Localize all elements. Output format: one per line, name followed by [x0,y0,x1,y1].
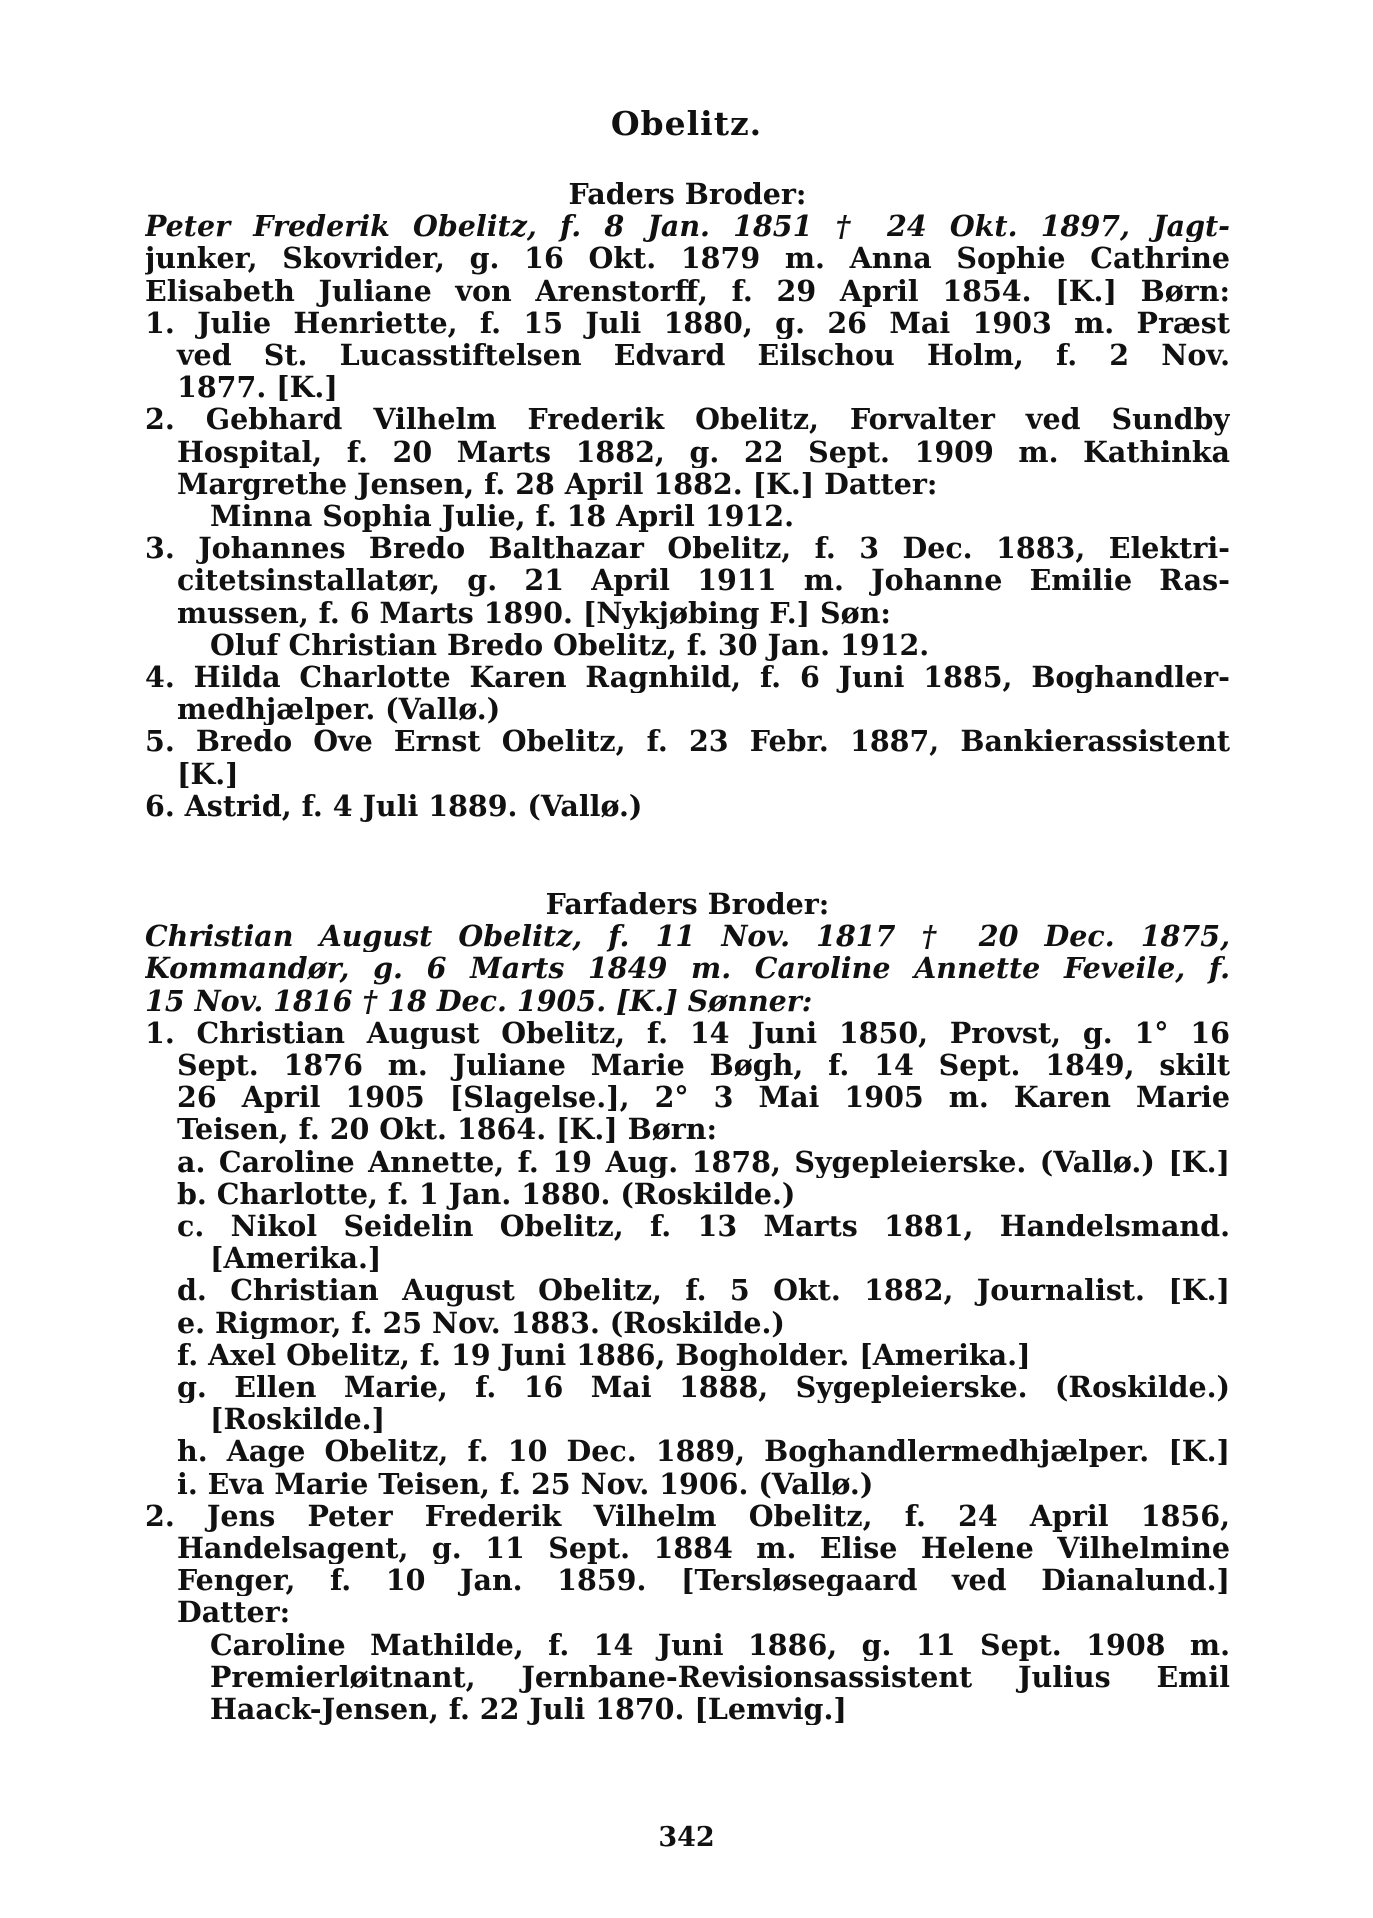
section-farfaders-broder [145,888,1230,1725]
text-line: citetsinstallatør, g. 21 April 1911 m. Johanne Emilie Ras- [177,564,1230,597]
text-line: Handelsagent, g. 11 Sept. 1884 m. Elise Helene Vilhelmine [177,1532,1230,1565]
section-heading: Faders Broder: [568,178,807,211]
text-line: f. Axel Obelitz, f. 19 Juni 1886, Bogholder. [Amerika.] [177,1338,1031,1372]
page-number: 342 [658,1822,715,1853]
text-line: [Roskilde.] [210,1403,386,1436]
text-line: mussen, f. 6 Marts 1890. [Nykjøbing F.] Søn: [177,596,891,629]
text-line: i. Eva Marie Teisen, f. 25 Nov. 1906. (Vallø.) [177,1467,874,1500]
text-line: 6. Astrid, f. 4 Juli 1889. (Vallø.) [145,789,643,823]
text-line: h. Aage Obelitz, f. 10 Dec. 1889, Boghandlermedhjælper. [K.] [177,1435,1230,1468]
text-line: Oluf Christian Bredo Obelitz, f. 30 Jan. 1912. [210,628,930,662]
text-line: Hospital, f. 20 Marts 1882, g. 22 Sept. 1909 m. Kathinka [177,435,1230,468]
text-line: d. Christian August Obelitz, f. 5 Okt. 1882, Journalist. [K.] [177,1274,1230,1307]
text-line: [Amerika.] [210,1242,382,1275]
text-line: ved St. Lucasstiftelsen Edvard Eilschou Holm, f. 2 Nov. [177,339,1230,372]
text-line: Elisabeth Juliane von Arenstorff, f. 29 April 1854. [K.] Børn: [145,274,1230,307]
text-line: Premierløitnant, Jernbane-Revisionsassistent Julius Emil [210,1660,1230,1694]
text-line: Minna Sophia Julie, f. 18 April 1912. [210,500,795,533]
text-line: 1. Christian August Obelitz, f. 14 Juni 1850, Provst, g. 1° 16 [145,1016,1230,1050]
text-line: Sept. 1876 m. Juliane Marie Bøgh, f. 14 Sept. 1849, skilt [177,1049,1230,1082]
text-line: 4. Hilda Charlotte Karen Ragnhild, f. 6 Juni 1885, Boghandler- [145,661,1230,694]
text-line: Haack-Jensen, f. 22 Juli 1870. [Lemvig.] [210,1693,847,1726]
text-line: medhjælper. (Vallø.) [177,693,501,726]
text-line: 5. Bredo Ove Ernst Obelitz, f. 23 Febr. 1887, Bankierassistent [145,725,1230,758]
text-line: b. Charlotte, f. 1 Jan. 1880. (Roskilde.) [177,1177,796,1211]
text-line: 2. Jens Peter Frederik Vilhelm Obelitz, f. 24 April 1856, [145,1499,1230,1533]
text-line: Peter Frederik Obelitz, f. 8 Jan. 1851 † 24 Okt. 1897, Jagt- [145,210,1230,243]
section-heading: Farfaders Broder: [545,888,830,921]
page-title: Obelitz. [610,104,763,143]
text-line: Datter: [177,1596,291,1629]
text-line: 1877. [K.] [177,371,338,404]
text-line: Fenger, f. 10 Jan. 1859. [Tersløsegaard ved Dianalund.] [177,1564,1230,1597]
text-line: 26 April 1905 [Slagelse.], 2° 3 Mai 1905 m. Karen Marie [177,1081,1230,1114]
text-line: junker, Skovrider, g. 16 Okt. 1879 m. Anna Sophie Cathrine [145,242,1230,275]
text-line: Margrethe Jensen, f. 28 April 1882. [K.] Datter: [177,467,938,501]
text-line: a. Caroline Annette, f. 19 Aug. 1878, Sygepleierske. (Vallø.) [K.] [177,1145,1230,1178]
text-line: e. Rigmor, f. 25 Nov. 1883. (Roskilde.) [177,1306,785,1339]
text-line: Teisen, f. 20 Okt. 1864. [K.] Børn: [177,1113,717,1146]
section-faders-broder [145,178,1230,822]
text-line: 2. Gebhard Vilhelm Frederik Obelitz, Forvalter ved Sundby [145,403,1230,436]
text-line: Christian August Obelitz, f. 11 Nov. 1817 † 20 Dec. 1875, [145,920,1230,953]
text-line: 15 Nov. 1816 † 18 Dec. 1905. [K.] Sønner: [145,984,813,1017]
text-line: Kommandør, g. 6 Marts 1849 m. Caroline Annette Feveile, f. [145,952,1230,985]
text-line: Caroline Mathilde, f. 14 Juni 1886, g. 11 Sept. 1908 m. [210,1628,1230,1661]
text-line: c. Nikol Seidelin Obelitz, f. 13 Marts 1881, Handelsmand. [177,1210,1230,1243]
text-line: [K.] [177,757,239,790]
text-line: 3. Johannes Bredo Balthazar Obelitz, f. 3 Dec. 1883, Elektri- [145,532,1230,565]
text-line: 1. Julie Henriette, f. 15 Juli 1880, g. 26 Mai 1903 m. Præst [145,306,1230,340]
text-line: g. Ellen Marie, f. 16 Mai 1888, Sygepleierske. (Roskilde.) [177,1371,1230,1404]
